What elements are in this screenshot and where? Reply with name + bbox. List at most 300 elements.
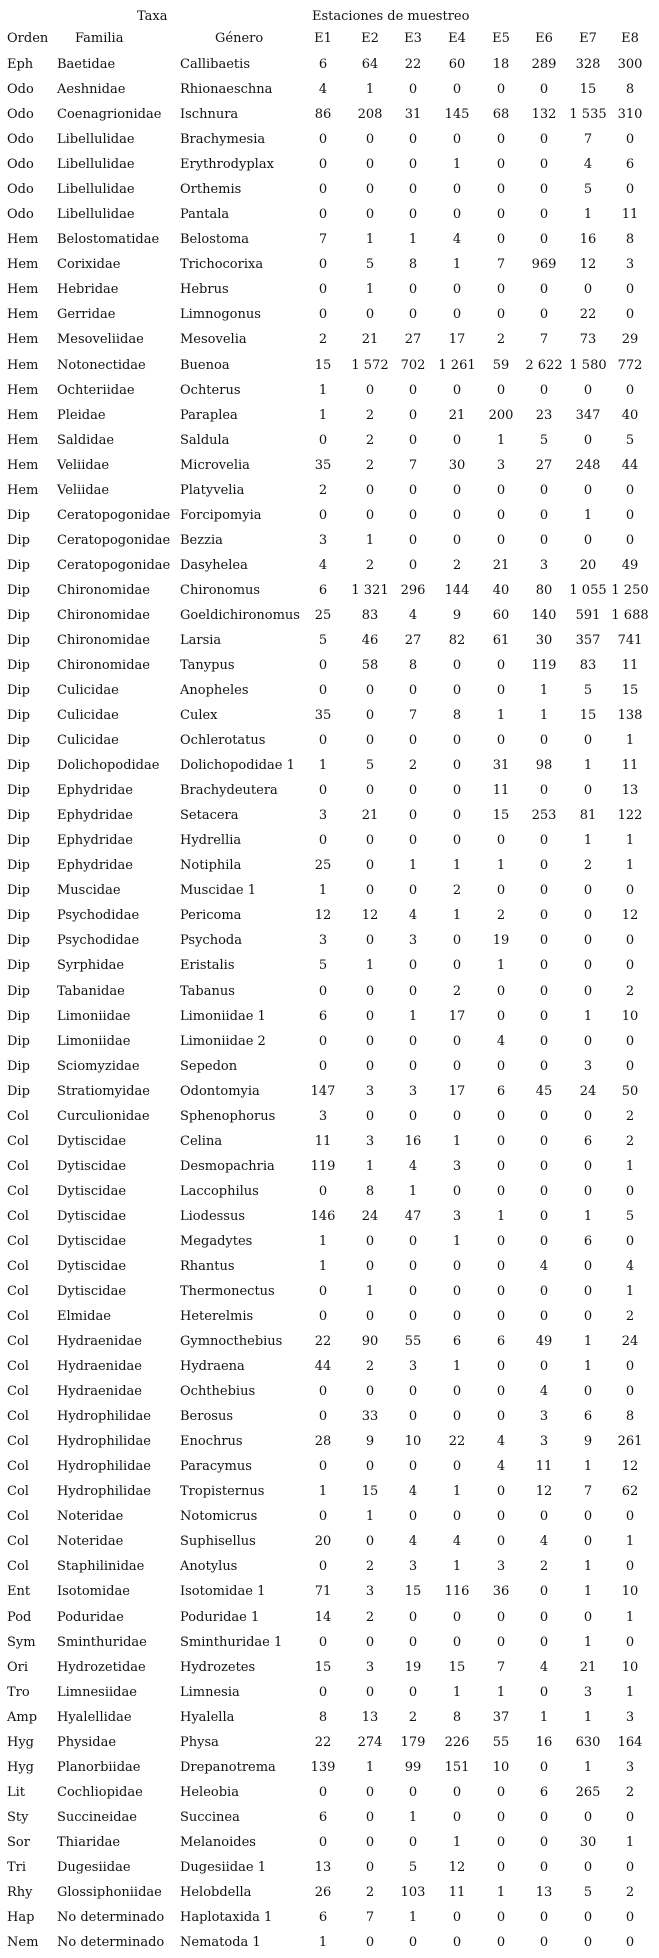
genero-cell: Heterelmis — [180, 1309, 254, 1324]
value-cell: 1 — [452, 1233, 462, 1249]
value-cell: 0 — [452, 282, 462, 298]
familia-cell: Chironomidae — [57, 582, 150, 598]
header-taxa: Taxa — [137, 9, 168, 24]
orden-cell: Odo — [7, 207, 34, 223]
value-cell: 1 — [496, 708, 506, 723]
value-cell: 261 — [617, 1434, 643, 1450]
value-cell: 22 — [579, 307, 597, 323]
familia-cell: Elmidae — [57, 1309, 111, 1324]
value-cell: 60 — [448, 57, 466, 72]
value-cell: 0 — [365, 1459, 375, 1475]
familia-cell: Hydraenidae — [57, 1384, 142, 1400]
familia-cell: Thiaridae — [57, 1834, 121, 1850]
value-cell: 2 — [452, 883, 462, 899]
value-cell: 0 — [583, 1158, 593, 1174]
value-cell: 13 — [535, 1884, 553, 1900]
value-cell: 0 — [583, 933, 593, 949]
value-cell: 2 — [408, 758, 418, 774]
value-cell: 0 — [625, 933, 635, 949]
header-station: E4 — [448, 31, 466, 46]
value-cell: 0 — [496, 983, 506, 999]
value-cell: 0 — [408, 182, 418, 198]
orden-cell: Hem — [7, 407, 39, 423]
orden-cell: Dip — [7, 1058, 30, 1074]
value-cell: 5 — [539, 432, 549, 448]
value-cell: 1 — [452, 858, 462, 874]
value-cell: 0 — [496, 683, 506, 698]
table-row — [0, 828, 659, 853]
value-cell: 46 — [361, 632, 379, 648]
value-cell: 0 — [365, 683, 375, 698]
value-cell: 1 — [452, 1359, 462, 1375]
value-cell: 0 — [318, 182, 328, 198]
value-cell: 0 — [539, 958, 549, 974]
value-cell: 62 — [621, 1484, 639, 1500]
table-row — [0, 227, 659, 252]
value-cell: 0 — [408, 407, 418, 423]
value-cell: 8 — [318, 1709, 328, 1725]
value-cell: 145 — [444, 107, 470, 123]
value-cell: 71 — [314, 1584, 332, 1600]
value-cell: 0 — [539, 532, 549, 548]
value-cell: 1 — [625, 1158, 635, 1174]
orden-cell: Ori — [7, 1659, 29, 1675]
value-cell: 19 — [404, 1659, 422, 1675]
value-cell: 3 — [408, 1559, 418, 1575]
value-cell: 0 — [539, 1684, 549, 1700]
value-cell: 0 — [318, 132, 328, 148]
familia-cell: Veliidae — [57, 457, 110, 473]
value-cell: 147 — [310, 1083, 336, 1099]
value-cell: 0 — [496, 1834, 506, 1850]
value-cell: 9 — [452, 607, 462, 623]
value-cell: 0 — [583, 1609, 593, 1625]
value-cell: 1 — [408, 1183, 418, 1199]
value-cell: 969 — [531, 257, 557, 273]
orden-cell: Dip — [7, 1008, 30, 1024]
value-cell: 0 — [318, 1033, 328, 1049]
value-cell: 0 — [583, 1509, 593, 1525]
value-cell: 0 — [583, 1309, 593, 1324]
orden-cell: Dip — [7, 507, 30, 523]
value-cell: 2 — [583, 858, 593, 874]
value-cell: 0 — [496, 1384, 506, 1400]
table-row — [0, 302, 659, 327]
value-cell: 0 — [539, 1359, 549, 1375]
genero-cell: Ochterus — [180, 382, 241, 398]
orden-cell: Hem — [7, 332, 39, 348]
value-cell: 0 — [365, 382, 375, 398]
value-cell: 0 — [496, 1634, 506, 1650]
familia-cell: Dytiscidae — [57, 1233, 127, 1249]
genero-cell: Paracymus — [180, 1459, 252, 1475]
value-cell: 0 — [408, 1233, 418, 1249]
value-cell: 64 — [361, 57, 379, 72]
value-cell: 2 — [496, 332, 506, 348]
header-row-2 — [0, 26, 659, 51]
table-row — [0, 1379, 659, 1404]
value-cell: 1 — [365, 1509, 375, 1525]
familia-cell: Chironomidae — [57, 607, 150, 623]
value-cell: 1 — [583, 1559, 593, 1575]
value-cell: 0 — [318, 257, 328, 273]
orden-cell: Dip — [7, 908, 30, 924]
value-cell: 1 — [365, 232, 375, 248]
orden-cell: Odo — [7, 132, 34, 148]
value-cell: 5 — [365, 758, 375, 774]
value-cell: 0 — [496, 1058, 506, 1074]
value-cell: 4 — [496, 1033, 506, 1049]
familia-cell: Poduridae — [57, 1609, 124, 1625]
value-cell: 0 — [452, 482, 462, 498]
value-cell: 164 — [617, 1734, 643, 1750]
table-row — [0, 979, 659, 1004]
value-cell: 23 — [535, 407, 553, 423]
familia-cell: Hebridae — [57, 282, 119, 298]
orden-cell: Hem — [7, 282, 39, 298]
value-cell: 0 — [452, 1284, 462, 1299]
genero-cell: Thermonectus — [180, 1284, 275, 1299]
table-row — [0, 1029, 659, 1054]
table-row — [0, 177, 659, 202]
value-cell: 0 — [408, 1834, 418, 1850]
value-cell: 0 — [496, 1509, 506, 1525]
genero-cell: Berosus — [180, 1409, 234, 1425]
value-cell: 0 — [539, 1133, 549, 1149]
value-cell: 248 — [575, 457, 601, 473]
orden-cell: Dip — [7, 833, 30, 849]
genero-cell: Liodessus — [180, 1208, 246, 1224]
genero-cell: Hebrus — [180, 282, 229, 298]
genero-cell: Erythrodyplax — [180, 157, 274, 173]
orden-cell: Sty — [7, 1809, 29, 1825]
value-cell: 0 — [625, 883, 635, 899]
value-cell: 1 — [539, 708, 549, 723]
value-cell: 0 — [539, 1158, 549, 1174]
value-cell: 0 — [583, 983, 593, 999]
value-cell: 0 — [452, 1910, 462, 1925]
value-cell: 0 — [408, 557, 418, 573]
value-cell: 11 — [621, 658, 639, 673]
value-cell: 0 — [365, 733, 375, 749]
value-cell: 0 — [625, 507, 635, 523]
orden-cell: Hem — [7, 382, 39, 398]
value-cell: 6 — [583, 1409, 593, 1425]
familia-cell: Mesoveliidae — [57, 332, 144, 348]
value-cell: 0 — [583, 883, 593, 899]
value-cell: 1 261 — [438, 357, 476, 373]
value-cell: 0 — [539, 1759, 549, 1775]
genero-cell: Tropisternus — [180, 1484, 265, 1500]
value-cell: 35 — [314, 457, 332, 473]
value-cell: 13 — [314, 1859, 332, 1875]
value-cell: 0 — [452, 1309, 462, 1324]
value-cell: 3 — [496, 457, 506, 473]
value-cell: 5 — [625, 1208, 635, 1224]
familia-cell: Physidae — [57, 1734, 117, 1750]
genero-cell: Brachydeutera — [180, 783, 278, 799]
value-cell: 772 — [617, 357, 643, 373]
value-cell: 0 — [408, 808, 418, 824]
orden-cell: Lit — [7, 1784, 26, 1800]
genero-cell: Desmopachria — [180, 1158, 275, 1174]
familia-cell: Muscidae — [57, 883, 121, 899]
value-cell: 0 — [318, 157, 328, 173]
familia-cell: Isotomidae — [57, 1584, 130, 1600]
orden-cell: Dip — [7, 532, 30, 548]
orden-cell: Dip — [7, 632, 30, 648]
value-cell: 5 — [583, 182, 593, 198]
value-cell: 0 — [583, 482, 593, 498]
value-cell: 16 — [535, 1734, 553, 1750]
value-cell: 0 — [318, 507, 328, 523]
value-cell: 55 — [492, 1734, 510, 1750]
value-cell: 3 — [318, 933, 328, 949]
value-cell: 0 — [408, 432, 418, 448]
value-cell: 0 — [408, 207, 418, 223]
value-cell: 2 — [365, 557, 375, 573]
value-cell: 0 — [365, 182, 375, 198]
value-cell: 0 — [318, 1284, 328, 1299]
value-cell: 1 572 — [351, 357, 389, 373]
value-cell: 21 — [579, 1659, 597, 1675]
value-cell: 0 — [408, 1784, 418, 1800]
value-cell: 1 — [318, 1258, 328, 1274]
value-cell: 138 — [617, 708, 643, 723]
value-cell: 1 — [318, 407, 328, 423]
value-cell: 0 — [318, 1684, 328, 1700]
value-cell: 0 — [583, 1284, 593, 1299]
value-cell: 0 — [539, 1058, 549, 1074]
genero-cell: Mesovelia — [180, 332, 247, 348]
table-row — [0, 678, 659, 703]
value-cell: 3 — [365, 1083, 375, 1099]
value-cell: 0 — [365, 307, 375, 323]
familia-cell: Notonectidae — [57, 357, 146, 373]
genero-cell: Limoniidae 1 — [180, 1008, 266, 1024]
value-cell: 0 — [496, 1609, 506, 1625]
value-cell: 1 — [408, 1008, 418, 1024]
value-cell: 0 — [408, 1033, 418, 1049]
value-cell: 1 — [365, 1284, 375, 1299]
genero-cell: Poduridae 1 — [180, 1609, 260, 1625]
value-cell: 0 — [365, 858, 375, 874]
value-cell: 3 — [452, 1158, 462, 1174]
value-cell: 0 — [625, 1859, 635, 1875]
header-station: E8 — [621, 31, 639, 46]
value-cell: 13 — [621, 783, 639, 799]
value-cell: 0 — [452, 1258, 462, 1274]
value-cell: 1 — [583, 1584, 593, 1600]
value-cell: 1 — [583, 1334, 593, 1349]
value-cell: 3 — [539, 557, 549, 573]
orden-cell: Col — [7, 1459, 29, 1475]
value-cell: 12 — [361, 908, 379, 924]
value-cell: 0 — [365, 883, 375, 899]
value-cell: 0 — [365, 1834, 375, 1850]
value-cell: 6 — [583, 1133, 593, 1149]
value-cell: 2 — [365, 1559, 375, 1575]
value-cell: 29 — [621, 332, 639, 348]
value-cell: 7 — [408, 708, 418, 723]
value-cell: 4 — [408, 1158, 418, 1174]
table-row — [0, 628, 659, 653]
value-cell: 0 — [496, 382, 506, 398]
orden-cell: Hem — [7, 357, 39, 373]
value-cell: 0 — [452, 307, 462, 323]
value-cell: 0 — [408, 82, 418, 97]
value-cell: 58 — [361, 658, 379, 673]
value-cell: 0 — [625, 1634, 635, 1650]
value-cell: 3 — [365, 1584, 375, 1600]
header-station: E3 — [404, 31, 422, 46]
table-row — [0, 102, 659, 127]
genero-cell: Buenoa — [180, 357, 230, 373]
familia-cell: Staphilinidae — [57, 1559, 145, 1575]
value-cell: 24 — [621, 1334, 639, 1349]
value-cell: 0 — [496, 1108, 506, 1124]
value-cell: 25 — [314, 607, 332, 623]
orden-cell: Hyg — [7, 1759, 35, 1775]
familia-cell: Limoniidae — [57, 1008, 131, 1024]
familia-cell: Psychodidae — [57, 933, 140, 949]
genero-cell: Bezzia — [180, 532, 223, 548]
value-cell: 12 — [621, 908, 639, 924]
familia-cell: Ochteriidae — [57, 382, 135, 398]
value-cell: 0 — [583, 1935, 593, 1950]
value-cell: 20 — [314, 1534, 332, 1550]
value-cell: 1 — [625, 733, 635, 749]
value-cell: 22 — [314, 1734, 332, 1750]
value-cell: 10 — [404, 1434, 422, 1450]
value-cell: 0 — [408, 157, 418, 173]
value-cell: 0 — [452, 958, 462, 974]
value-cell: 0 — [539, 833, 549, 849]
value-cell: 0 — [408, 307, 418, 323]
table-row — [0, 728, 659, 753]
value-cell: 0 — [496, 1534, 506, 1550]
value-cell: 7 — [583, 132, 593, 148]
value-cell: 21 — [361, 332, 379, 348]
value-cell: 15 — [448, 1659, 466, 1675]
value-cell: 0 — [496, 482, 506, 498]
value-cell: 28 — [314, 1434, 332, 1450]
familia-cell: Ephydridae — [57, 833, 133, 849]
value-cell: 3 — [365, 1133, 375, 1149]
value-cell: 0 — [408, 783, 418, 799]
value-cell: 1 — [583, 507, 593, 523]
value-cell: 30 — [448, 457, 466, 473]
value-cell: 1 — [408, 232, 418, 248]
value-cell: 310 — [617, 107, 643, 123]
value-cell: 0 — [583, 733, 593, 749]
header-row-1 — [0, 0, 659, 25]
familia-cell: Libellulidae — [57, 207, 135, 223]
familia-cell: Curculionidae — [57, 1108, 150, 1124]
familia-cell: Culicidae — [57, 708, 119, 723]
value-cell: 0 — [496, 1183, 506, 1199]
value-cell: 0 — [408, 1384, 418, 1400]
value-cell: 0 — [625, 382, 635, 398]
value-cell: 0 — [365, 1634, 375, 1650]
value-cell: 44 — [621, 457, 639, 473]
table-row — [0, 353, 659, 378]
value-cell: 3 — [318, 1108, 328, 1124]
value-cell: 4 — [318, 82, 328, 97]
value-cell: 16 — [579, 232, 597, 248]
orden-cell: Dip — [7, 783, 30, 799]
value-cell: 0 — [539, 232, 549, 248]
genero-cell: Haplotaxida 1 — [180, 1910, 273, 1925]
value-cell: 1 — [318, 1233, 328, 1249]
value-cell: 9 — [365, 1434, 375, 1450]
value-cell: 4 — [496, 1459, 506, 1475]
value-cell: 0 — [625, 958, 635, 974]
familia-cell: Hydrophilidae — [57, 1484, 151, 1500]
table-row — [0, 903, 659, 928]
table-row — [0, 428, 659, 453]
value-cell: 146 — [310, 1208, 336, 1224]
value-cell: 1 580 — [569, 357, 607, 373]
value-cell: 0 — [318, 1459, 328, 1475]
value-cell: 0 — [408, 958, 418, 974]
value-cell: 0 — [365, 482, 375, 498]
value-cell: 1 — [452, 257, 462, 273]
value-cell: 0 — [318, 1559, 328, 1575]
value-cell: 0 — [452, 1634, 462, 1650]
orden-cell: Dip — [7, 958, 30, 974]
genero-cell: Odontomyia — [180, 1083, 260, 1099]
genero-cell: Orthemis — [180, 182, 242, 198]
value-cell: 1 — [496, 1208, 506, 1224]
familia-cell: Culicidae — [57, 733, 119, 749]
value-cell: 1 — [452, 157, 462, 173]
value-cell: 0 — [318, 658, 328, 673]
orden-cell: Dip — [7, 557, 30, 573]
value-cell: 0 — [408, 282, 418, 298]
familia-cell: Hydrophilidae — [57, 1409, 151, 1425]
value-cell: 2 — [365, 407, 375, 423]
genero-cell: Notomicrus — [180, 1509, 258, 1525]
value-cell: 0 — [625, 132, 635, 148]
value-cell: 15 — [621, 683, 639, 698]
value-cell: 0 — [365, 1935, 375, 1950]
table-row — [0, 1129, 659, 1154]
value-cell: 702 — [400, 357, 426, 373]
value-cell: 0 — [318, 1309, 328, 1324]
table-row — [0, 403, 659, 428]
value-cell: 274 — [357, 1734, 383, 1750]
value-cell: 21 — [492, 557, 510, 573]
value-cell: 7 — [583, 1484, 593, 1500]
value-cell: 36 — [492, 1584, 510, 1600]
genero-cell: Psychoda — [180, 933, 242, 949]
table-row — [0, 1630, 659, 1655]
genero-cell: Rhantus — [180, 1258, 235, 1274]
value-cell: 6 — [318, 57, 328, 72]
value-cell: 31 — [404, 107, 422, 123]
table-row — [0, 1855, 659, 1880]
familia-cell: Libellulidae — [57, 182, 135, 198]
familia-cell: Cochliopidae — [57, 1784, 143, 1800]
value-cell: 0 — [452, 182, 462, 198]
table-row — [0, 1680, 659, 1705]
value-cell: 61 — [492, 632, 510, 648]
value-cell: 0 — [365, 1108, 375, 1124]
value-cell: 2 622 — [525, 357, 563, 373]
familia-cell: Dytiscidae — [57, 1158, 127, 1174]
genero-cell: Ochlerotatus — [180, 733, 266, 749]
